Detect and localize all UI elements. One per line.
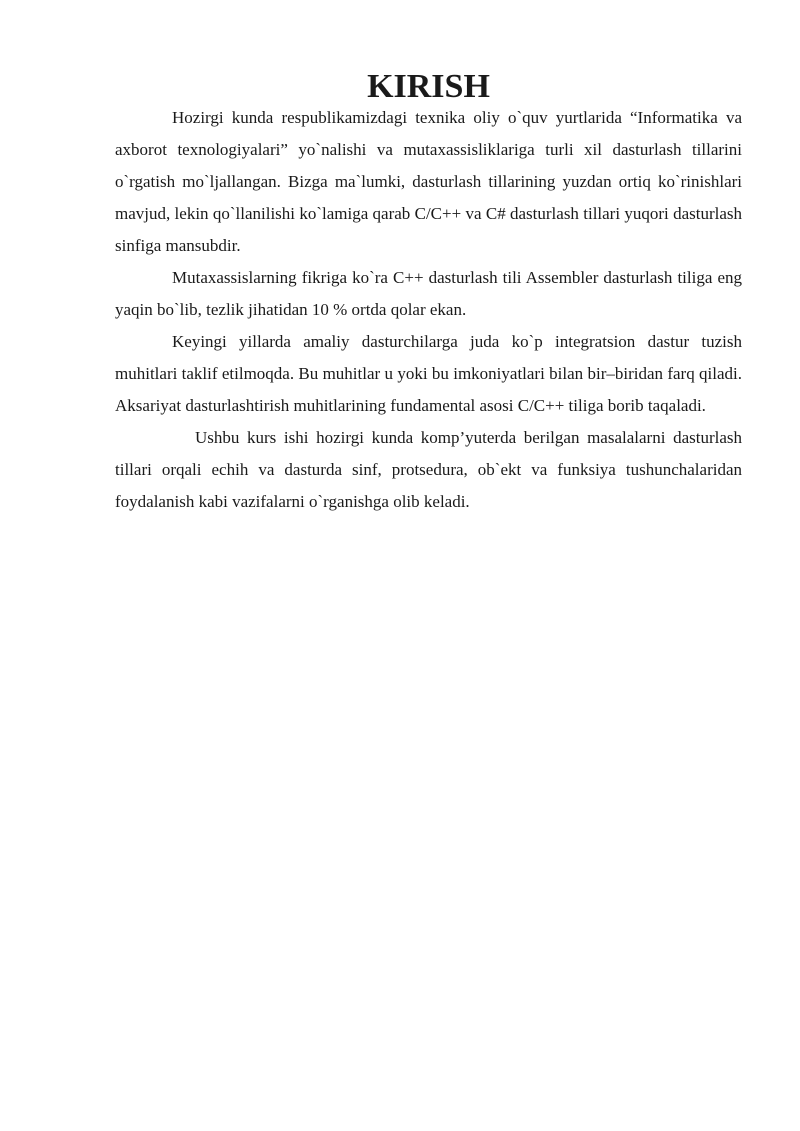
paragraph-1: Hozirgi kunda respublikamizdagi texnika oliy o`quv yurtlarida “Informatika va axborot texnologiyalari” yo`nalishi va mutaxassisliklariga turli xil dasturlash tillarini o`rgatish mo`ljallangan. Bizga ma`lumki, dasturlash tillarining yuzdan ortiq ko`rinishlari mavjud, lekin qo`llanilishi ko`lamiga qarab C/C++ va C# dasturlash tillari yuqori dasturlash sinfiga mansubdir. <box>115 108 742 255</box>
paragraph-2: Mutaxassislarning fikriga ko`ra C++ dasturlash tili Assembler dasturlash tiliga eng yaqin bo`lib, tezlik jihatidan 10 % ortda qolar ekan. <box>115 268 742 319</box>
document-body <box>115 68 742 518</box>
paragraph-3: Keyingi yillarda amaliy dasturchilarga juda ko`p integratsion dastur tuzish muhitlari taklif etilmoqda. Bu muhitlar u yoki bu imkoniyatlari bilan bir–biridan farq qiladi. Aksariyat dasturlashtirish muhitlarining fundamental asosi C/C++ tiliga borib taqaladi. <box>115 332 742 415</box>
page-title: KIRISH <box>367 68 490 105</box>
paragraph-4: Ushbu kurs ishi hozirgi kunda komp’yuterda berilgan masalalarni dasturlash tillari orqali echih va dasturda sinf, protsedura, ob`ekt va funksiya tushunchalaridan foydalanish kabi vazifalarni o`rganishga olib keladi. <box>115 428 742 511</box>
